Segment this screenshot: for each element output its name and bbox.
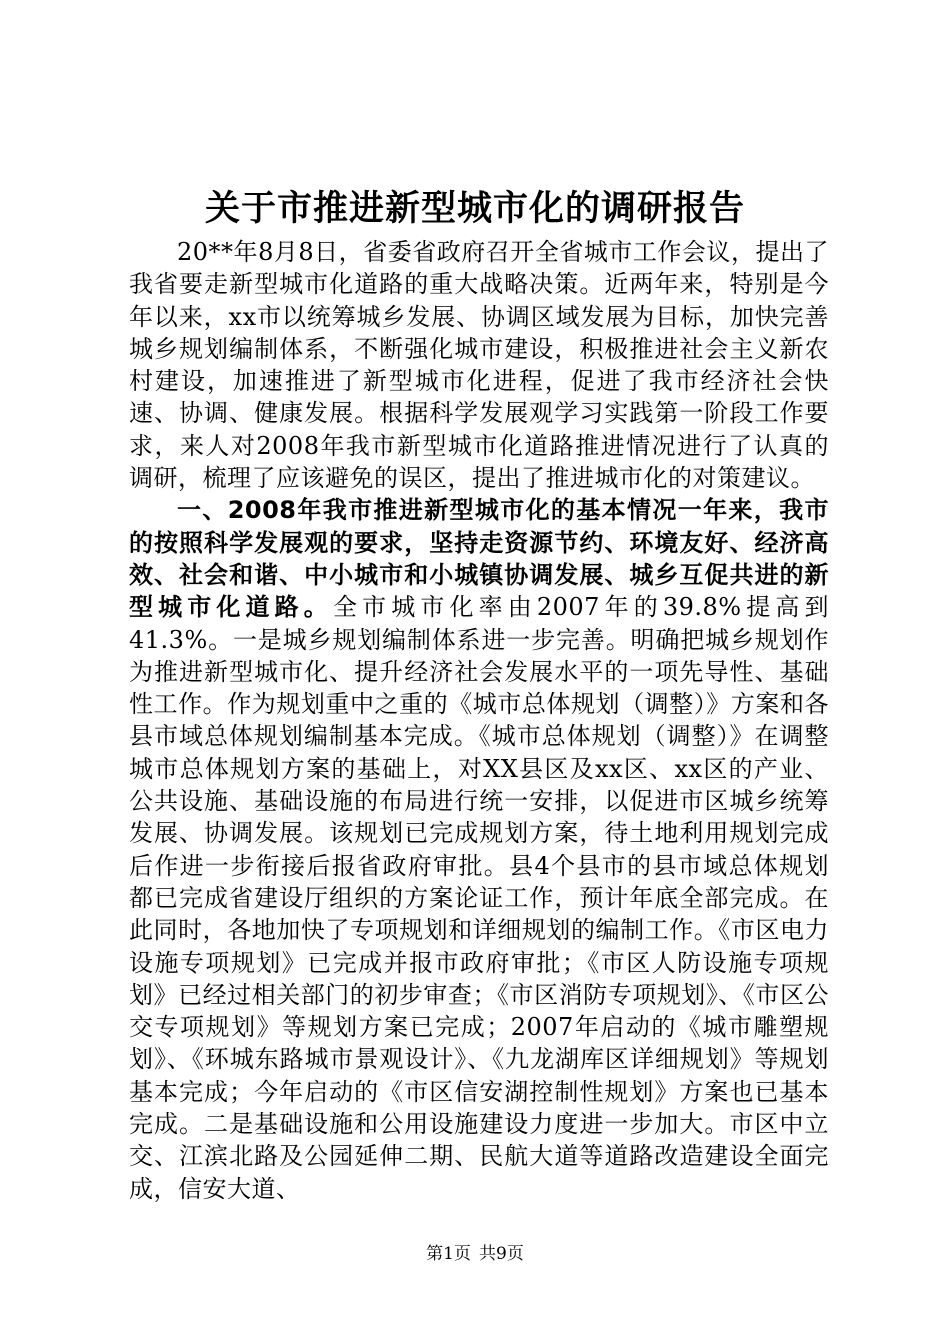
section-one-text: 全市城市化率由2007年的39.8%提高到41.3%。一是城乡规划编制体系进一步完善。明确把城乡规划作为推进新型城市化、提升经济社会发展水平的一项先导性、基础性工作。作为规划重中之重的《城市总体规划（调整）》方案和各县市域总体规划编制基本完成。《城市总体规划（调整）》在调整城市总体规划方案的基础上，对XX县区及xx区、xx区的产业、公共设施、基础设施的布局进行统一安排，以促进市区城乡统筹发展、协调发展。该规划已完成规划方案，待土地利用规划完成后作进一步衔接后报省政府审批。县4个县市的县市域总体规划都已完成省建设厅组织的方案论证工作，预计年底全部完成。在此同时，各地加快了专项规划和详细规划的编制工作。《市区电力设施专项规划》已完成并报市政府审批；《市区人防设施专项规划》已经过相关部门的初步审查；《市区消防专项规划》、《市区公交专项规划》等规划方案已完成；2007年启动的《城市雕塑规划》、《环城东路城市景观设计》、《九龙湖库区详细规划》等规划基本完成；今年启动的《市区信安湖控制性规划》方案也已基本完成。二是基础设施和公用设施建设力度进一步加大。市区中立交、江滨北路及公园延伸二期、民航大道等道路改造建设全面完成，信安大道、 xyxy=(129,593,829,1203)
page-footer xyxy=(0,1242,950,1266)
section-one-heading: 一、2008年我市推进新型城市化的基本情况一年来，我市的按照科学发展观的要求，坚持走资源节约、环境友好、经济高效、社会和谐、中小城市和小城镇协调发展、城乡互促共进的新型城市化道路。 xyxy=(129,496,829,622)
paragraph-intro xyxy=(129,236,829,494)
document-title: 关于市推进新型城市化的调研报告 xyxy=(204,189,745,229)
total-pages: 共9页 xyxy=(479,1244,524,1264)
document-body xyxy=(129,236,829,1205)
paragraph-section-one xyxy=(129,494,829,1205)
paragraph-intro-text: 20**年8月8日，省委省政府召开全省城市工作会议，提出了我省要走新型城市化道路的重大战略决策。近两年来，特别是今年以来，xx市以统筹城乡发展、协调区域发展为目标，加快完善城乡规划编制体系，不断强化城市建设，积极推进社会主义新农村建设，加速推进了新型城市化进程，促进了我市经济社会快速、协调、健康发展。根据科学发展观学习实践第一阶段工作要求，来人对2008年我市新型城市化道路推进情况进行了认真的调研，梳理了应该避免的误区，提出了推进城市化的对策建议。 xyxy=(129,238,829,493)
page-number: 第1页 xyxy=(426,1244,471,1264)
